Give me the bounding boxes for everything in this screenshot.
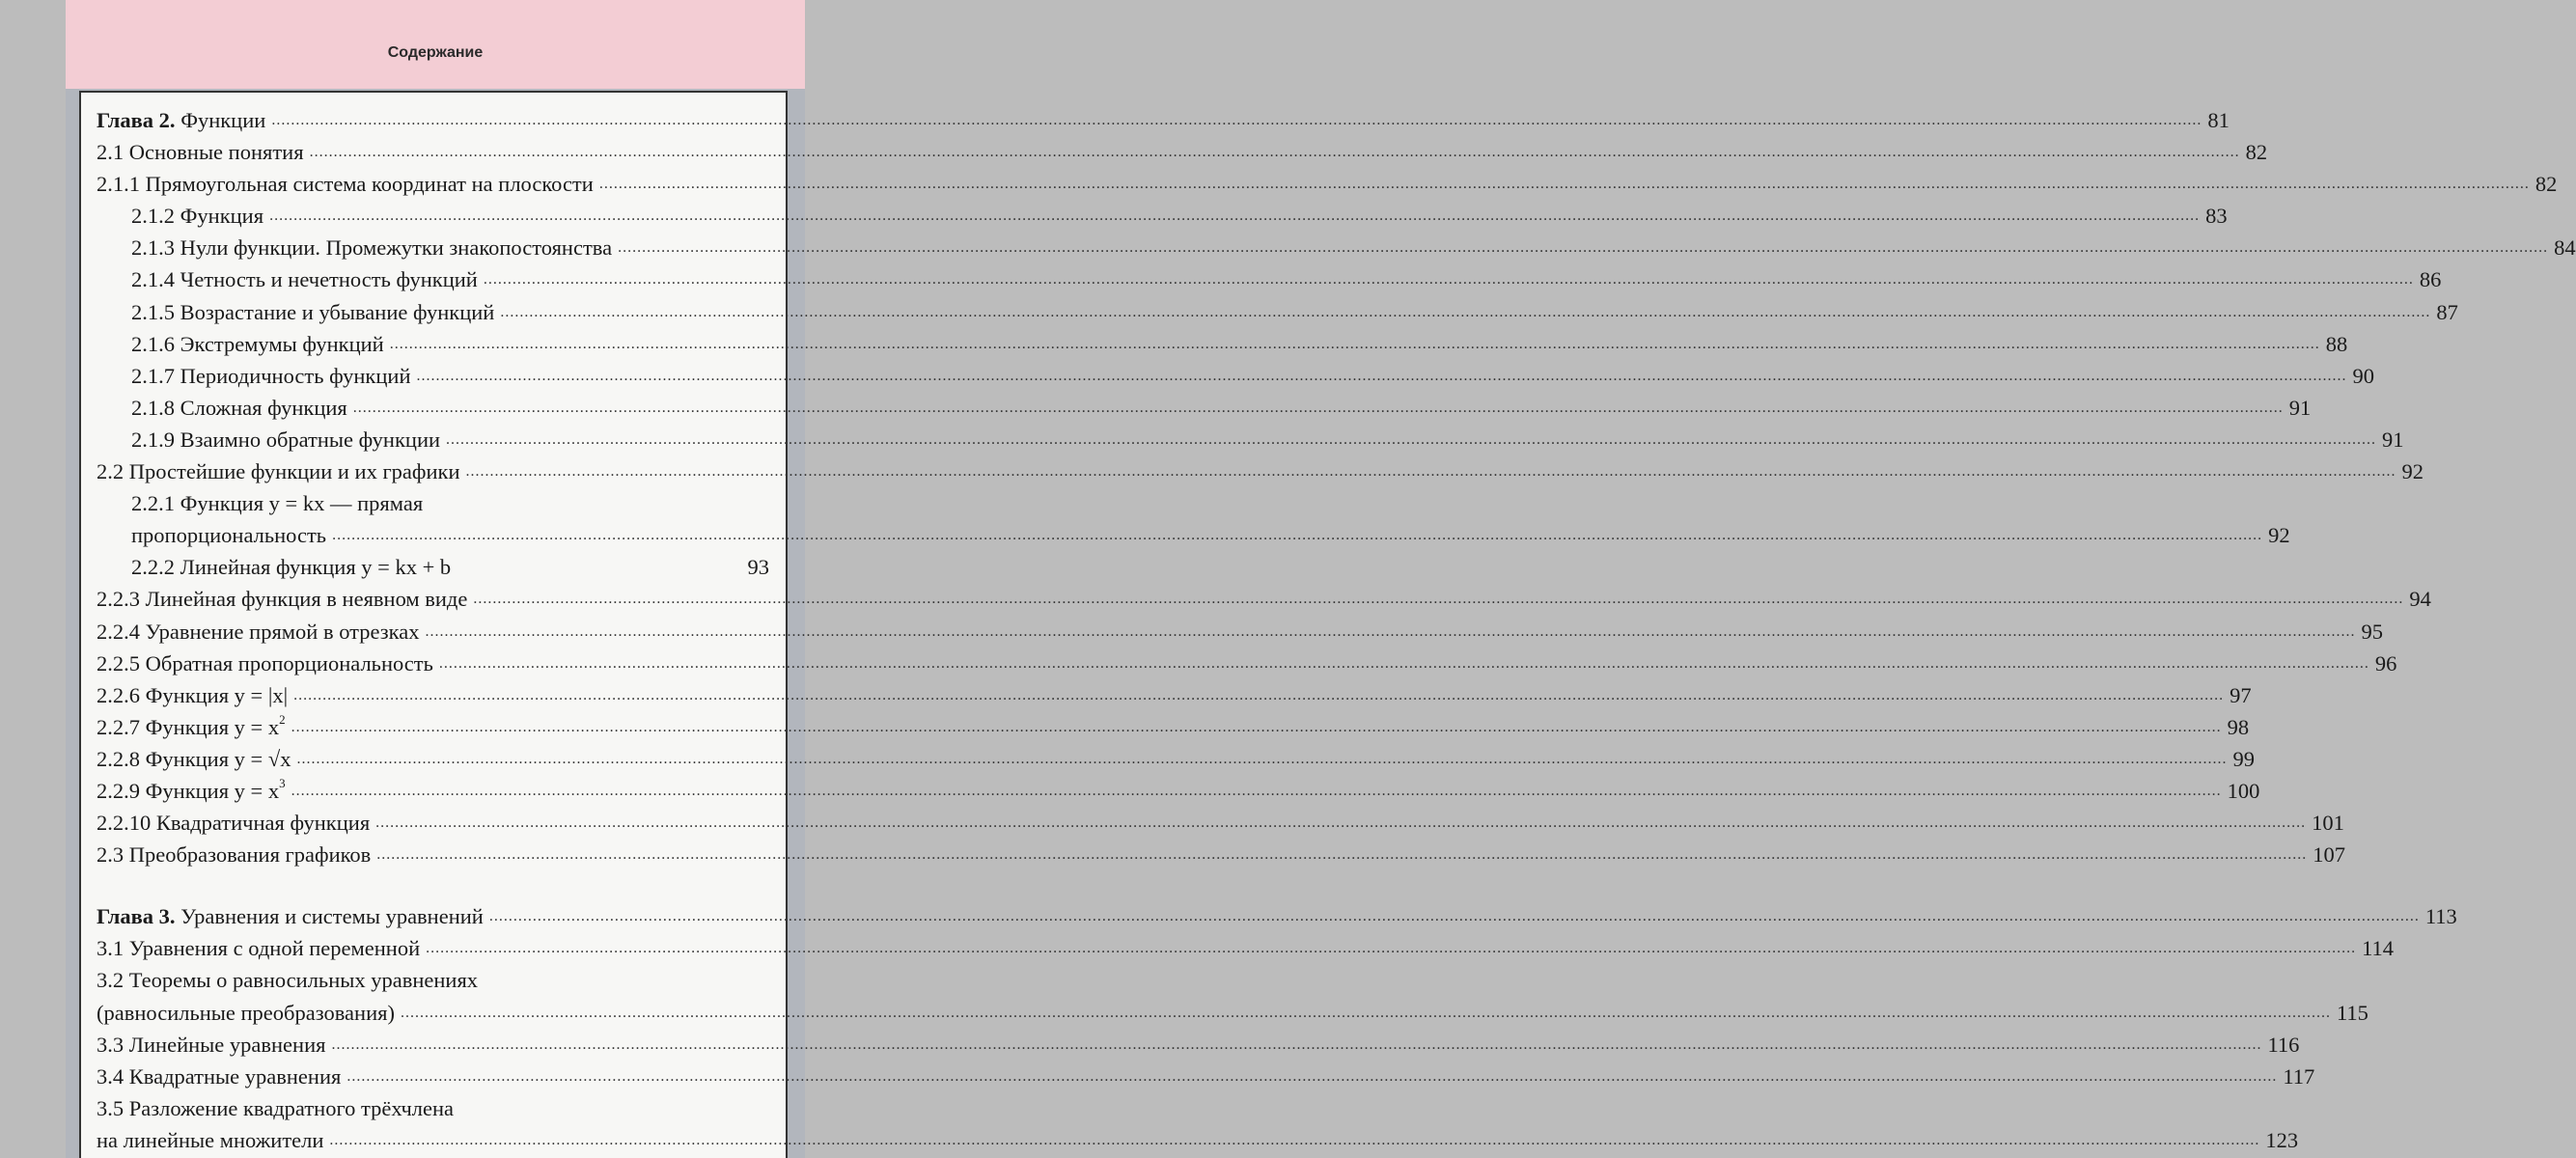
- toc-entry: [97, 296, 2458, 328]
- toc-entry: [97, 200, 2228, 232]
- toc-entry-text: 2.1.3 Нули функции. Промежутки знакопостоянства: [131, 235, 613, 261]
- toc-entry: [97, 932, 2395, 964]
- dot-leader: ................................................................................................................................................................................................................................................................................................................................................................................................................: [598, 176, 2530, 193]
- toc-entry: [97, 839, 2346, 870]
- dot-leader: ................................................................................................................................................................................................................................................................................................................................................................................................................: [269, 207, 2201, 225]
- dot-leader: ................................................................................................................................................................................................................................................................................................................................................................................................................: [426, 940, 2357, 957]
- dot-leader: ................................................................................................................................................................................................................................................................................................................................................................................................................: [483, 271, 2414, 289]
- toc-entry-title: [131, 360, 410, 392]
- toc-entry-title: [97, 168, 594, 200]
- toc-entry: [97, 616, 2383, 648]
- page-title: Содержание: [387, 44, 484, 61]
- page-number: 117: [2283, 1063, 2315, 1089]
- dot-leader: ................................................................................................................................................................................................................................................................................................................................................................................................................: [488, 908, 2420, 925]
- dot-leader: ................................................................................................................................................................................................................................................................................................................................................................................................................: [400, 1004, 2331, 1021]
- page-number: 114: [2362, 936, 2395, 961]
- toc-entry-title: [131, 519, 326, 551]
- dot-leader: ................................................................................................................................................................................................................................................................................................................................................................................................................: [425, 622, 2356, 640]
- dot-leader: ................................................................................................................................................................................................................................................................................................................................................................................................................: [291, 782, 2222, 799]
- dot-leader: ................................................................................................................................................................................................................................................................................................................................................................................................................: [389, 335, 2320, 352]
- toc-entry-title: [97, 616, 420, 648]
- toc-entry: [97, 392, 2312, 424]
- page-number: 98: [2227, 714, 2250, 739]
- toc-entry-title: [97, 775, 286, 807]
- toc-entry-text: пропорциональность: [131, 523, 327, 548]
- page-number: 113: [2424, 904, 2457, 929]
- toc-frame: [79, 91, 2576, 1158]
- toc-entry-title: [97, 455, 460, 487]
- toc-entry-title: [97, 648, 433, 679]
- toc-entry-title: [97, 743, 291, 775]
- toc-entry: [97, 997, 2368, 1029]
- toc-entry: [97, 136, 2268, 168]
- dot-leader: ................................................................................................................................................................................................................................................................................................................................................................................................................: [618, 239, 2549, 257]
- dot-leader: ................................................................................................................................................................................................................................................................................................................................................................................................................: [291, 718, 2222, 735]
- toc-entry: [97, 168, 2558, 200]
- toc-entry: [97, 360, 2374, 392]
- toc-entry-title: [131, 232, 612, 263]
- toc-entry-text: Функции: [175, 108, 266, 132]
- page-number: 101: [2312, 811, 2344, 836]
- dot-leader: ................................................................................................................................................................................................................................................................................................................................................................................................................: [331, 1035, 2262, 1053]
- toc-entry: [97, 807, 2344, 839]
- dot-leader: ................................................................................................................................................................................................................................................................................................................................................................................................................: [438, 654, 2369, 672]
- toc-entry: [97, 964, 769, 996]
- dot-leader: ................................................................................................................................................................................................................................................................................................................................................................................................................: [296, 750, 2228, 767]
- page-number: 100: [2227, 778, 2260, 803]
- page-number: 92: [2268, 523, 2290, 548]
- toc-entry-text: 2.2.5 Обратная пропорциональность: [97, 650, 433, 676]
- toc-entry: [97, 104, 2230, 136]
- toc-entry-text: 2.1.6 Экстремумы функций: [131, 331, 384, 356]
- page-number: 123: [2265, 1127, 2299, 1152]
- page-number: 86: [2419, 267, 2442, 292]
- toc-entry-title: [131, 200, 263, 232]
- dot-leader: ................................................................................................................................................................................................................................................................................................................................................................................................................: [465, 463, 2396, 481]
- dot-leader: ................................................................................................................................................................................................................................................................................................................................................................................................................: [473, 591, 2404, 608]
- page-number: 82: [2534, 172, 2558, 197]
- toc-entry-text: 2.2.9 Функция y = x: [97, 778, 280, 803]
- page-number: 115: [2336, 1000, 2368, 1025]
- page-number: 83: [2205, 204, 2228, 229]
- dot-leader: ................................................................................................................................................................................................................................................................................................................................................................................................................: [346, 1067, 2278, 1085]
- toc-entry-text: Уравнения и системы уравнений: [175, 904, 484, 929]
- toc-entry: [97, 1061, 2315, 1092]
- toc-entry-text: на линейные множители: [97, 1127, 324, 1152]
- toc-entry-text: 2.2.7 Функция y = x: [97, 714, 280, 739]
- toc-entry-title: [97, 964, 478, 996]
- page-number: 94: [2409, 587, 2431, 612]
- page-number: 93: [747, 555, 769, 580]
- page-number: 87: [2436, 299, 2458, 324]
- toc-entry-text: 2.2.4 Уравнение прямой в отрезках: [97, 619, 420, 644]
- toc-entry-text: 3.3 Линейные уравнения: [97, 1032, 326, 1057]
- toc-entry-text: 2.2.10 Квадратичная функция: [97, 811, 371, 836]
- toc-entry: [97, 900, 2457, 932]
- toc-entry-title: [97, 679, 288, 711]
- page-number: 88: [2325, 331, 2348, 356]
- dot-leader: ................................................................................................................................................................................................................................................................................................................................................................................................................: [375, 814, 2307, 832]
- toc-entry-title: [97, 932, 420, 964]
- toc-entry: [97, 679, 2252, 711]
- toc-entry-title: [97, 997, 395, 1029]
- toc-entry-text: 3.4 Квадратные уравнения: [97, 1063, 342, 1089]
- page-number: 97: [2230, 682, 2252, 707]
- dot-leader: ................................................................................................................................................................................................................................................................................................................................................................................................................: [271, 112, 2202, 128]
- toc-entry: [97, 1092, 769, 1124]
- toc-entry-text: 2.1.7 Периодичность функций: [131, 363, 411, 388]
- toc-entry-title: [97, 1029, 325, 1061]
- toc-entry: [97, 1029, 2300, 1061]
- toc-entry-title: [97, 583, 467, 615]
- superscript: 3: [279, 776, 286, 791]
- page-number: 82: [2245, 140, 2268, 165]
- toc-entry: [97, 648, 2397, 679]
- toc-entry-title: [131, 487, 423, 519]
- dot-leader: ................................................................................................................................................................................................................................................................................................................................................................................................................: [352, 399, 2284, 416]
- toc-entry-text: 2.2.3 Линейная функция в неявном виде: [97, 587, 468, 612]
- toc-entry-text: 2.1.4 Четность и нечетность функций: [131, 267, 478, 292]
- toc-entry-title: [131, 551, 451, 583]
- toc-entry: [97, 455, 2424, 487]
- dot-leader: ................................................................................................................................................................................................................................................................................................................................................................................................................: [446, 430, 2377, 448]
- page-number: 92: [2401, 459, 2424, 484]
- page-number: 99: [2232, 746, 2255, 771]
- toc-entry-text: 2.2.8 Функция y = √x: [97, 746, 291, 771]
- toc-entry: [97, 232, 2576, 263]
- toc-entry: [97, 743, 2255, 775]
- toc-entry-title: [131, 392, 347, 424]
- toc-entry-text: 2.2 Простейшие функции и их графики: [97, 459, 460, 484]
- toc-entry-title: [97, 104, 265, 136]
- toc-entry-text: 2.3 Преобразования графиков: [97, 842, 372, 868]
- page-number: 81: [2207, 108, 2230, 132]
- toc-entry-title: [131, 263, 478, 295]
- toc-entry-text: 2.1.5 Возрастание и убывание функций: [131, 299, 495, 324]
- toc-entry-title: [97, 900, 484, 932]
- toc-entry-title: [97, 1061, 341, 1092]
- toc-entry-text: 2.1.8 Сложная функция: [131, 395, 347, 420]
- toc-entry: [97, 1124, 2299, 1156]
- toc-entry: [97, 711, 2250, 743]
- toc-entry-text: 2.2.2 Линейная функция y = kx + b: [131, 555, 452, 580]
- page-number: 91: [2382, 427, 2404, 452]
- toc-entry-title: [131, 328, 384, 360]
- toc-entry-text: 2.2.6 Функция y = |x|: [97, 682, 289, 707]
- toc-entry: [97, 583, 2431, 615]
- toc-entry-title: [97, 807, 370, 839]
- toc-entry: [97, 328, 2348, 360]
- toc-entry-title: [97, 1092, 454, 1124]
- dot-leader: ................................................................................................................................................................................................................................................................................................................................................................................................................: [293, 686, 2225, 703]
- toc-entry-title: [97, 136, 304, 168]
- chapter-label: Глава 2.: [97, 108, 176, 132]
- page-number: 96: [2374, 650, 2397, 676]
- dot-leader: ................................................................................................................................................................................................................................................................................................................................................................................................................: [332, 527, 2263, 544]
- toc-entry: [97, 551, 769, 583]
- toc-entry-text: 2.1 Основные понятия: [97, 140, 304, 165]
- toc-entry: [97, 775, 2260, 807]
- dot-leader: ................................................................................................................................................................................................................................................................................................................................................................................................................: [309, 144, 2240, 161]
- toc-entry-text: 3.2 Теоремы о равносильных уравнениях: [97, 968, 479, 993]
- superscript: 2: [279, 712, 286, 728]
- toc-entry: [97, 263, 2442, 295]
- toc-entry: [97, 519, 2290, 551]
- dot-leader: ................................................................................................................................................................................................................................................................................................................................................................................................................: [416, 367, 2347, 384]
- toc-entry-title: [131, 424, 440, 455]
- toc-entry-text: 3.1 Уравнения с одной переменной: [97, 936, 421, 961]
- page-number: 84: [2554, 235, 2576, 261]
- toc-entry-title: [97, 711, 286, 743]
- page-number: 91: [2288, 395, 2312, 420]
- page-header: [66, 0, 805, 89]
- page-number: 116: [2267, 1032, 2300, 1057]
- toc-entry-text: (равносильные преобразования): [97, 1000, 395, 1025]
- toc-entry: [97, 487, 769, 519]
- toc-entry-text: 2.1.9 Взаимно обратные функции: [131, 427, 441, 452]
- dot-leader: ................................................................................................................................................................................................................................................................................................................................................................................................................: [500, 303, 2431, 320]
- table-of-contents: [97, 104, 2576, 1156]
- toc-entry-title: [131, 296, 494, 328]
- page-number: 95: [2361, 619, 2383, 644]
- toc-entry-text: 2.1.2 Функция: [131, 204, 264, 229]
- chapter-label: Глава 3.: [97, 904, 176, 929]
- toc-entry-text: 2.2.1 Функция y = kx — прямая: [131, 491, 424, 516]
- toc-entry-text: 3.5 Разложение квадратного трёхчлена: [97, 1095, 455, 1120]
- toc-entry: [97, 424, 2404, 455]
- toc-entry-title: [97, 839, 371, 870]
- dot-leader: ................................................................................................................................................................................................................................................................................................................................................................................................................: [376, 846, 2308, 864]
- page-number: 107: [2313, 842, 2346, 868]
- toc-entry-title: [97, 1124, 323, 1156]
- toc-entry-text: 2.1.1 Прямоугольная система координат на плоскости: [97, 172, 594, 197]
- page-number: 90: [2352, 363, 2374, 388]
- dot-leader: ................................................................................................................................................................................................................................................................................................................................................................................................................: [329, 1131, 2260, 1148]
